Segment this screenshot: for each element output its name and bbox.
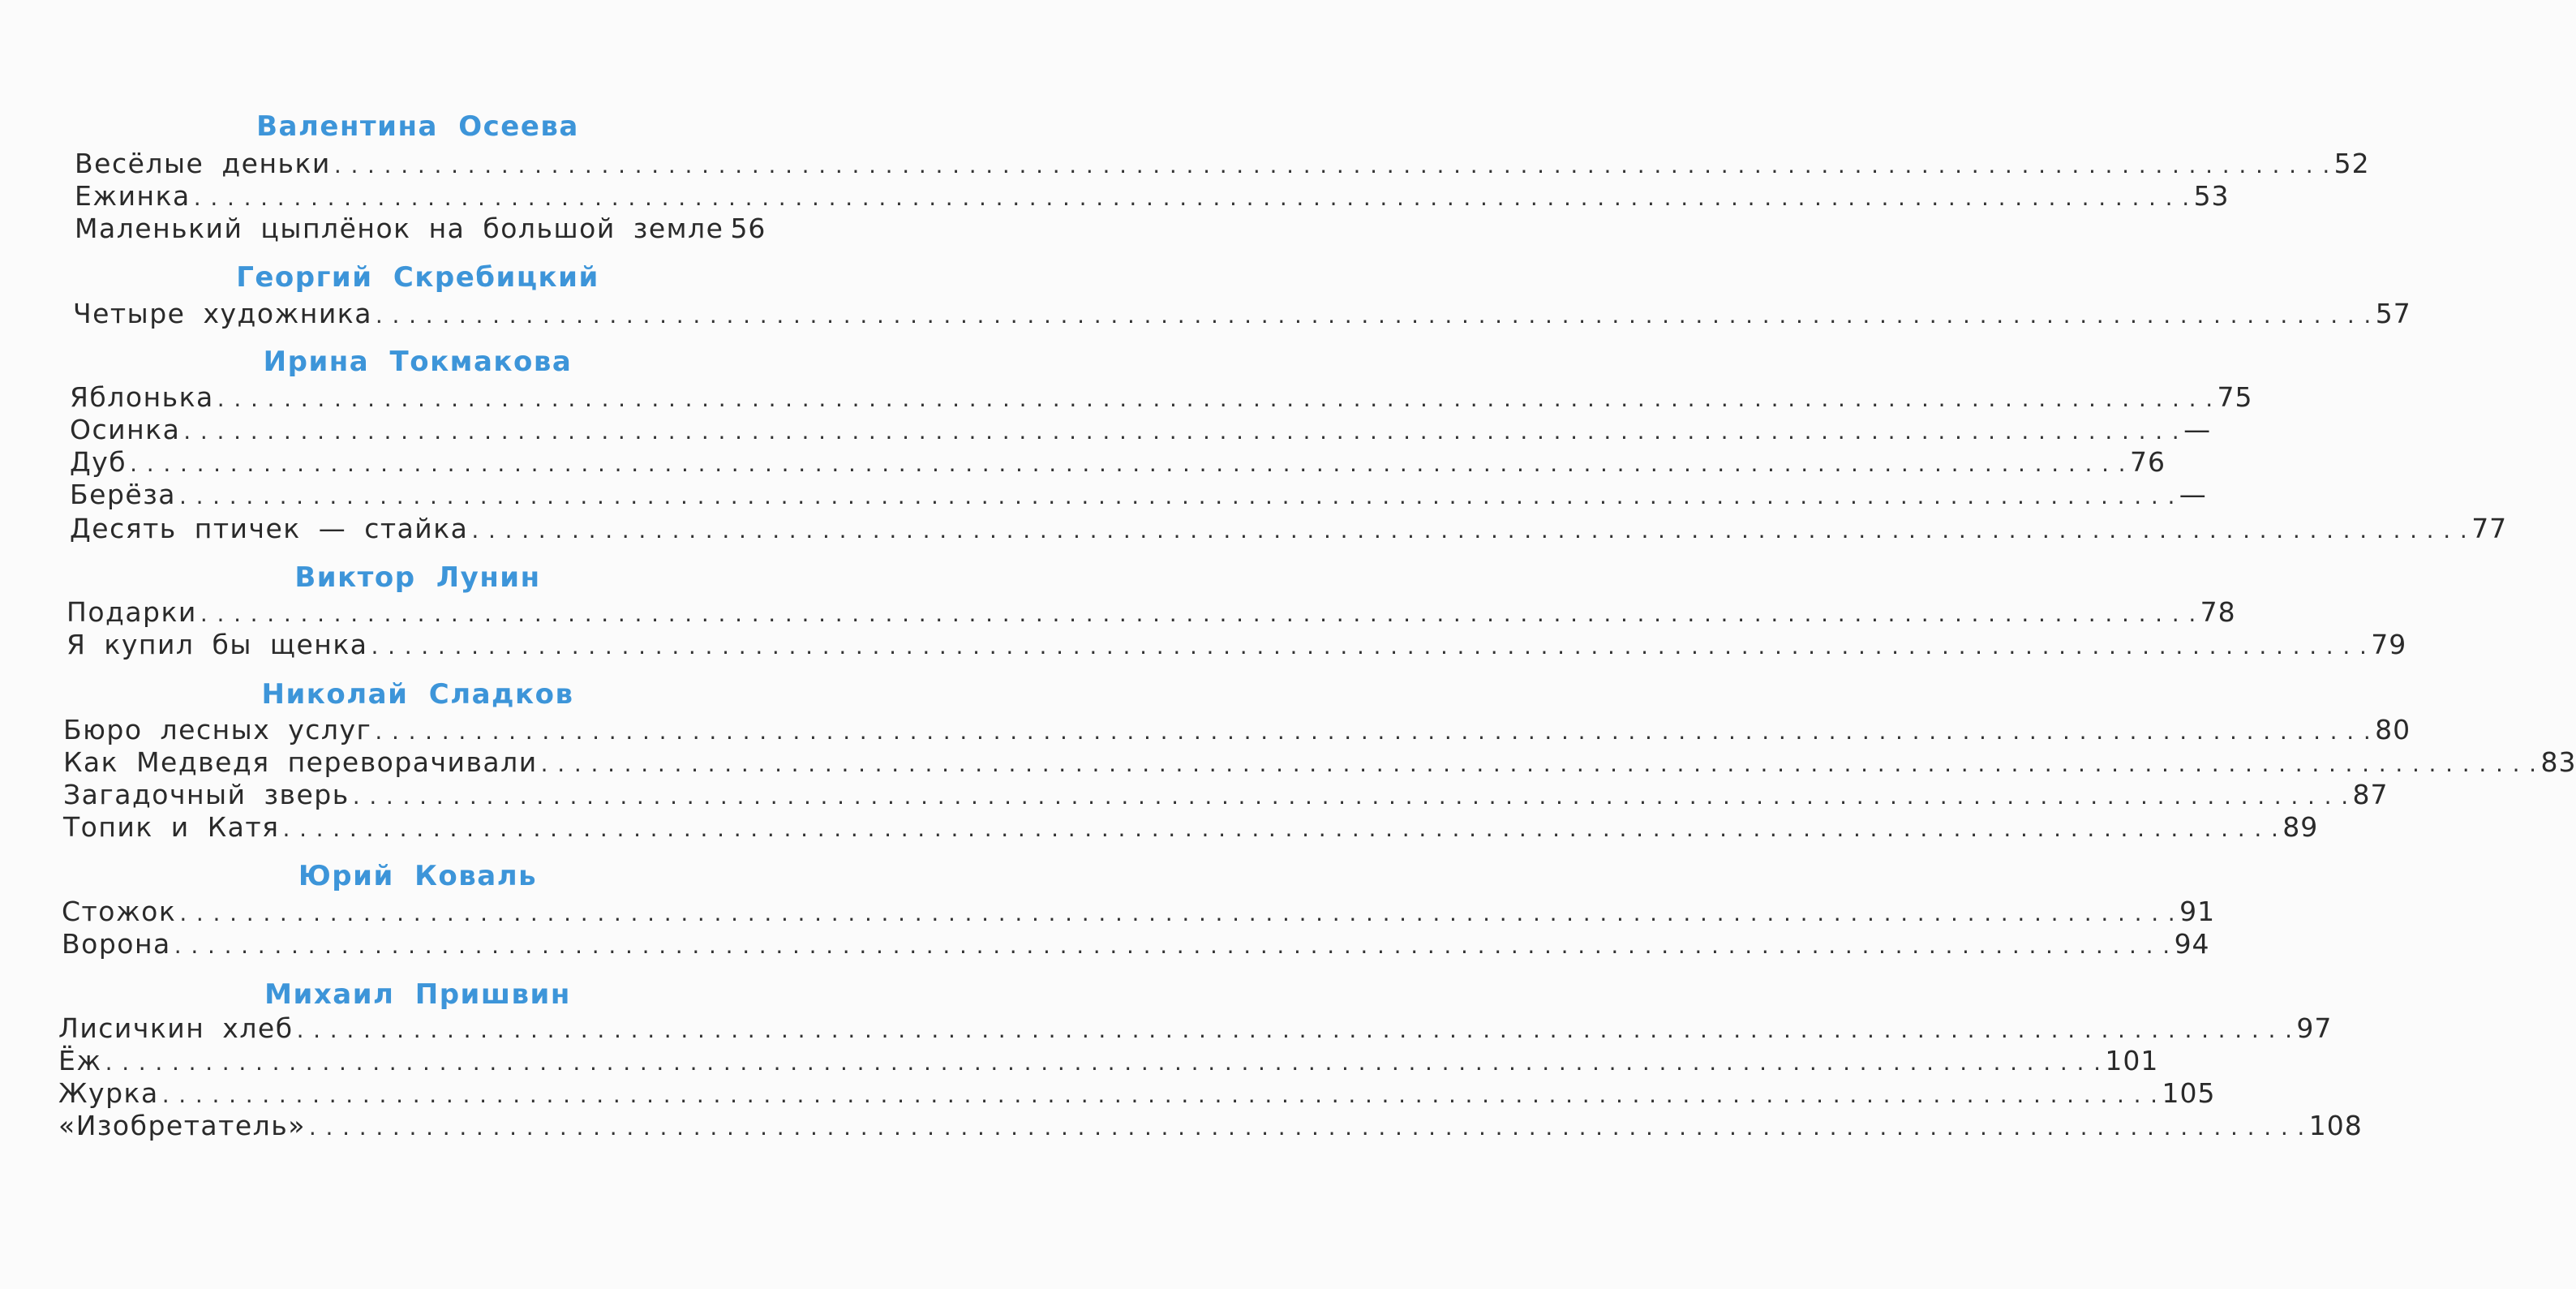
toc-entry[interactable] xyxy=(58,1045,2159,1079)
entry-title: Журка xyxy=(58,1077,159,1109)
toc-entry[interactable] xyxy=(75,148,2370,182)
toc-entry[interactable] xyxy=(75,213,766,247)
entry-title: Как Медведя переворачивали xyxy=(63,746,538,778)
entry-title: Осинка xyxy=(70,414,181,445)
toc-entry[interactable] xyxy=(70,446,2166,480)
page-number: 56 xyxy=(730,213,766,244)
author-heading: Ирина Токмакова xyxy=(263,346,573,378)
toc-entry[interactable] xyxy=(70,479,2207,513)
page-number: 52 xyxy=(2333,148,2370,179)
dot-leader: . . . . . . . . . . . . . . . . . . . . . . . . . . . . . . . . . . . . . . . . . . . . . . . . . . . . . . . . . . . . . . . . . . . . . . . . . . . . . . . . . . . . . . . . . . . . . . . . . . . . . . . . . . . . . . . . . . . . . . . . xyxy=(333,152,2331,178)
toc-entry[interactable] xyxy=(73,298,2411,332)
toc-entry[interactable] xyxy=(70,513,2508,547)
page-number: 53 xyxy=(2193,180,2230,212)
entry-title: Я купил бы щенка xyxy=(67,629,368,660)
dot-leader: . . . . . . . . . . . . . . . . . . . . . . . . . . . . . . . . . . . . . . . . . . . . . . . . . . . . . . . . . . . . . . . . . . . . . . . . . . . . . . . . . . . . . . . . . . . . . . . . . . . . . . . . . . . . . . . . . . . . . . . . xyxy=(371,633,2368,660)
entry-title: Ёж xyxy=(58,1045,102,1076)
toc-entry[interactable] xyxy=(62,896,2216,930)
page-number: 77 xyxy=(2471,513,2508,544)
dot-leader: . . . . . . . . . . . . . . . . . . . . . . . . . . . . . . . . . . . . . . . . . . . . . . . . . . . . . . . . . . . . . . . . . . . . . . . . . . . . . . . . . . . . . . . . . . . . . . . . . . . . . . . . . . . . . . . . . . . . . . . . xyxy=(130,450,2127,477)
page-number: 79 xyxy=(2371,629,2407,660)
toc-entry[interactable] xyxy=(62,928,2210,962)
dot-leader: . . . . . . . . . . . . . . . . . . . . . . . . . . . . . . . . . . . . . . . . . . . . . . . . . . . . . . . . . . . . . . . . . . . . . . . . . . . . . . . . . . . . . . . . . . . . . . . . . . . . . . . . . . . . . . . . . . . . . . . . xyxy=(352,783,2350,810)
author-heading: Валентина Осеева xyxy=(256,110,579,143)
entry-title: Маленький цыплёнок на большой земле xyxy=(75,213,724,244)
page-number: 83 xyxy=(2540,746,2576,778)
dot-leader: . . . . . . . . . . . . . . . . . . . . . . . . . . . . . . . . . . . . . . . . . . . . . . . . . . . . . . . . . . . . . . . . . . . . . . . . . . . . . . . . . . . . . . . . . . . . . . . . . . . . . . . . . . . . . . . . . . . . . . . . xyxy=(375,718,2372,745)
page-number: 94 xyxy=(2174,928,2210,960)
entry-title: Подарки xyxy=(67,596,197,628)
entry-title: Бюро лесных услуг xyxy=(63,714,372,745)
page-number: 101 xyxy=(2105,1045,2159,1076)
entry-title: Весёлые деньки xyxy=(75,148,331,179)
page-number: 57 xyxy=(2375,298,2411,329)
page-number: 91 xyxy=(2179,896,2216,927)
dot-leader: . . . . . . . . . . . . . . . . . . . . . . . . . . . . . . . . . . . . . . . . . . . . . . . . . . . . . . . . . . . . . . . . . . . . . . . . . . . . . . . . . . . . . . . . . . . . . . . . . . . . . . . . . . . . . . . . . . . . . . . . xyxy=(174,932,2171,959)
page-number: — xyxy=(2179,479,2207,510)
dot-leader: . . . . . . . . . . . . . . . . . . . . . . . . . . . . . . . . . . . . . . . . . . . . . . . . . . . . . . . . . . . . . . . . . . . . . . . . . . . . . . . . . . . . . . . . . . . . . . . . . . . . . . . . . . . . . . . . . . . . . . . . xyxy=(183,418,2181,445)
toc-entry[interactable] xyxy=(58,1012,2333,1046)
toc-entry[interactable] xyxy=(67,596,2236,630)
author-heading: Виктор Лунин xyxy=(294,561,541,594)
page-number: 108 xyxy=(2308,1110,2363,1141)
author-heading: Михаил Пришвин xyxy=(264,978,571,1011)
dot-leader: . . . . . . . . . . . . . . . . . . . . . . . . . . . . . . . . . . . . . . . . . . . . . . . . . . . . . . . . . . . . . . . . . . . . . . . . . . . . . . . . . . . . . . . . . . . . . . . . . . . . . . . . . . . . . . . . . . . . . . . . xyxy=(200,600,2197,627)
page-number: 76 xyxy=(2129,446,2166,478)
dot-leader: . . . . . . . . . . . . . . . . . . . . . . . . . . . . . . . . . . . . . . . . . . . . . . . . . . . . . . . . . . . . . . . . . . . . . . . . . . . . . . . . . . . . . . . . . . . . . . . . . . . . . . . . . . . . . . . . . . . . . . . . xyxy=(178,483,2176,509)
page-number: 78 xyxy=(2200,596,2236,628)
toc-entry[interactable] xyxy=(67,629,2407,663)
dot-leader: . . . . . . . . . . . . . . . . . . . . . . . . . . . . . . . . . . . . . . . . . . . . . . . . . . . . . . . . . . . . . . . . . . . . . . . . . . . . . . . . . . . . . . . . . . . . . . . . . . . . . . . . . . . . . . . . . . . . . . . . xyxy=(105,1049,2102,1076)
toc-entry[interactable] xyxy=(63,779,2389,813)
author-heading: Николай Сладков xyxy=(261,678,574,711)
entry-title: Ворона xyxy=(62,928,171,960)
toc-entry[interactable] xyxy=(70,381,2253,415)
entry-title: Загадочный зверь xyxy=(63,779,350,810)
page-number: 75 xyxy=(2217,381,2253,413)
dot-leader: . . . . . . . . . . . . . . . . . . . . . . . . . . . . . . . . . . . . . . . . . . . . . . . . . . . . . . . . . . . . . . . . . . . . . . . . . . . . . . . . . . . . . . . . . . . . . . . . . . . . . . . . . . . . . . . . . . . . . . . . xyxy=(282,815,2280,842)
dot-leader: . . . . . . . . . . . . . . . . . . . . . . . . . . . . . . . . . . . . . . . . . . . . . . . . . . . . . . . . . . . . . . . . . . . . . . . . . . . . . . . . . . . . . . . . . . . . . . . . . . . . . . . . . . . . . . . . . . . . . . . . xyxy=(375,302,2372,329)
toc-entry[interactable] xyxy=(58,1110,2363,1144)
page-number: 89 xyxy=(2282,811,2319,843)
entry-title: Десять птичек — стайка xyxy=(70,513,469,544)
entry-title: Дуб xyxy=(70,446,127,478)
dot-leader: . . . . . . . . . . . . . . . . . . . . . . . . . . . . . . . . . . . . . . . . . . . . . . . . . . . . . . . . . . . . . . . . . . . . . . . . . . . . . . . . . . . . . . . . . . . . . . . . . . . . . . . . . . . . . . . . . . . . . . . . xyxy=(179,900,2177,926)
dot-leader: . . . . . . . . . . . . . . . . . . . . . . . . . . . . . . . . . . . . . . . . . . . . . . . . . . . . . . . . . . . . . . . . . . . . . . . . . . . . . . . . . . . . . . . . . . . . . . . . . . . . . . . . . . . . . . . . . . . . . . . . xyxy=(193,184,2191,211)
dot-leader: . . . . . . . . . . . . . . . . . . . . . . . . . . . . . . . . . . . . . . . . . . . . . . . . . . . . . . . . . . . . . . . . . . . . . . . . . . . . . . . . . . . . . . . . . . . . . . . . . . . . . . . . . . . . . . . . . . . . . . . . xyxy=(161,1081,2159,1108)
entry-title: Четыре художника xyxy=(73,298,372,329)
author-heading: Георгий Скребицкий xyxy=(236,261,599,294)
dot-leader: . . . . . . . . . . . . . . . . . . . . . . . . . . . . . . . . . . . . . . . . . . . . . . . . . . . . . . . . . . . . . . . . . . . . . . . . . . . . . . . . . . . . . . . . . . . . . . . . . . . . . . . . . . . . . . . . . . . . . . . . xyxy=(471,517,2469,544)
dot-leader: . . . . . . . . . . . . . . . . . . . . . . . . . . . . . . . . . . . . . . . . . . . . . . . . . . . . . . . . . . . . . . . . . . . . . . . . . . . . . . . . . . . . . . . . . . . . . . . . . . . . . . . . . . . . . . . . . . . . . . . . xyxy=(308,1114,2306,1141)
toc-entry[interactable] xyxy=(58,1077,2216,1111)
toc-entry[interactable] xyxy=(75,180,2230,214)
page-number: 105 xyxy=(2162,1077,2216,1109)
toc-entry[interactable] xyxy=(63,811,2319,845)
page-number: — xyxy=(2183,414,2212,445)
dot-leader: . . . . . . . . . . . . . . . . . . . . . . . . . . . . . . . . . . . . . . . . . . . . . . . . . . . . . . . . . . . . . . . . . . . . . . . . . . . . . . . . . . . . . . . . . . . . . . . . . . . . . . . . . . . . . . . . . . . . . . . . xyxy=(540,750,2538,777)
entry-title: «Изобретатель» xyxy=(58,1110,306,1141)
toc-entry[interactable] xyxy=(70,414,2212,448)
page-number: 87 xyxy=(2352,779,2389,810)
entry-title: Стожок xyxy=(62,896,177,927)
entry-title: Лисичкин хлеб xyxy=(58,1012,294,1044)
page-number: 80 xyxy=(2375,714,2411,745)
entry-title: Берёза xyxy=(70,479,176,510)
entry-title: Ежинка xyxy=(75,180,191,212)
toc-entry[interactable] xyxy=(63,746,2576,780)
dot-leader: . . . . . . . . . . . . . . . . . . . . . . . . . . . . . . . . . . . . . . . . . . . . . . . . . . . . . . . . . . . . . . . . . . . . . . . . . . . . . . . . . . . . . . . . . . . . . . . . . . . . . . . . . . . . . . . . . . . . . . . . xyxy=(296,1016,2294,1043)
entry-title: Топик и Катя xyxy=(63,811,280,843)
author-heading: Юрий Коваль xyxy=(298,860,538,892)
dot-leader: . . . . . . . . . . . . . . . . . . . . . . . . . . . . . . . . . . . . . . . . . . . . . . . . . . . . . . . . . . . . . . . . . . . . . . . . . . . . . . . . . . . . . . . . . . . . . . . . . . . . . . . . . . . . . . . . . . . . . . . . xyxy=(217,385,2214,412)
page-number: 97 xyxy=(2296,1012,2333,1044)
toc-entry[interactable] xyxy=(63,714,2411,748)
entry-title: Яблонька xyxy=(70,381,214,413)
